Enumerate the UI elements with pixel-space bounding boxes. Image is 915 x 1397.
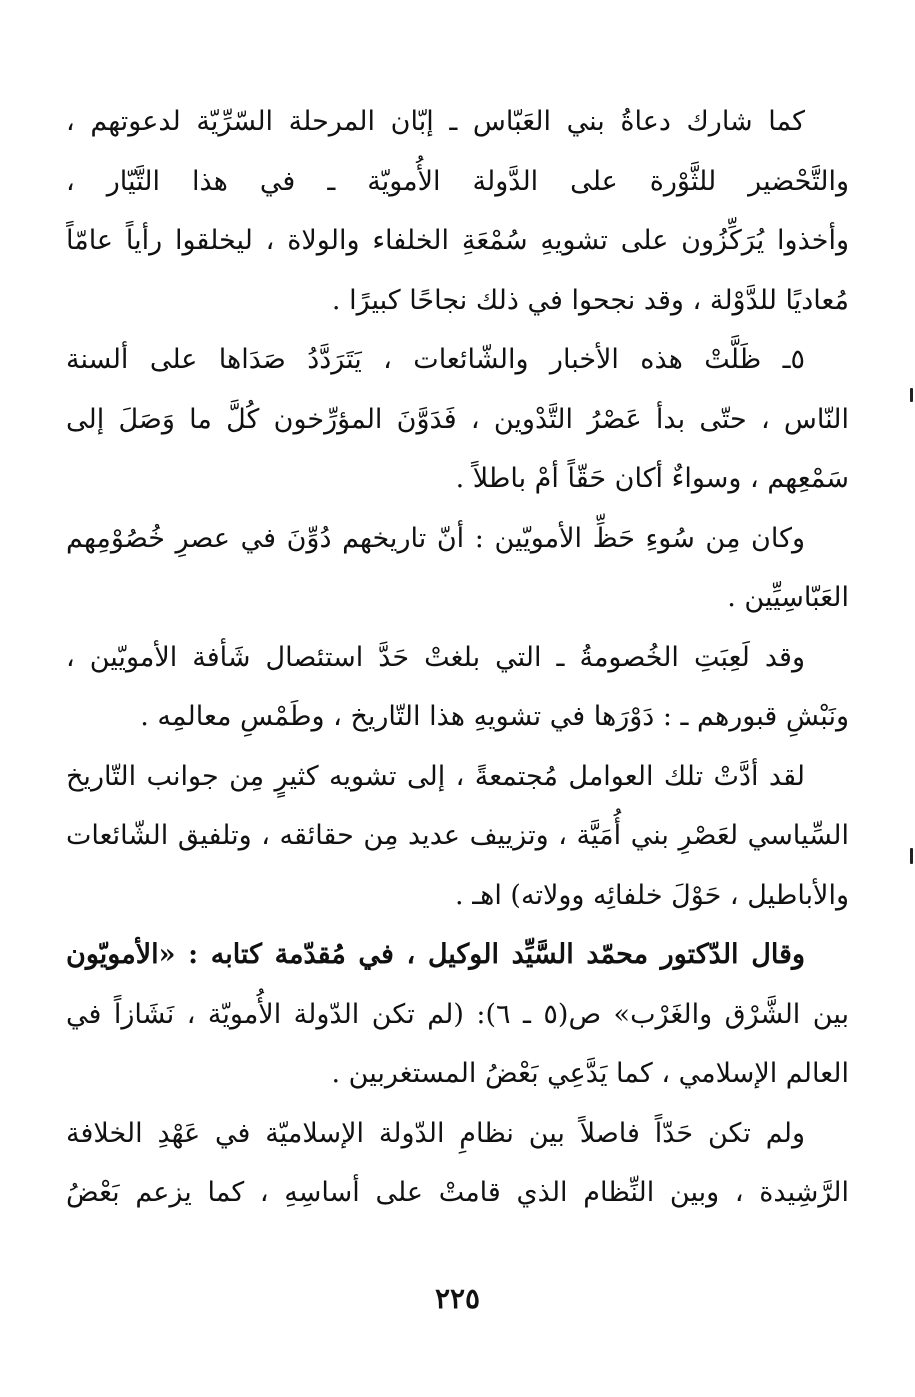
text-line: ولم تكن حَدّاً فاصلاً بين نظامِ الدّولة الإسلاميّة في عَهْدِ الخلافة [66, 1117, 805, 1149]
text-line: وكان مِن سُوءِ حَظِّ الأمويّين : أنّ تاريخهم دُوِّنَ في عصرِ خُصُوْمِهم [66, 522, 805, 554]
text-line: لقد أدَّتْ تلك العوامل مُجتمعةً ، إلى تشويه كثيرٍ مِن جوانب التّاريخ [66, 760, 805, 792]
text-line: ونَبْشِ قبورهم ـ : دَوْرَها في تشويهِ هذا التّاريخ ، وطَمْسِ معالمِه . [140, 701, 849, 732]
body-text [66, 92, 849, 1223]
text-line: والتَّحْضير للثَّوْرة على الدَّولة الأُمويّة ـ في هذا التَّيّار ، [66, 165, 849, 197]
text-line: مُعاديًا للدَّوْلة ، وقد نجحوا في ذلك نجاحًا كبيرًا . [331, 284, 849, 316]
scan-edge-mark [910, 848, 913, 864]
text-line: كما شارك دعاةُ بني العَبّاس ـ إبّان المرحلة السّرِّيّة لدعوتهم ، [66, 106, 805, 137]
text-line: وأخذوا يُرَكِّزُون على تشويهِ سُمْعَةِ الخلفاء والولاة ، ليخلقوا رأياً عامّاً [66, 225, 849, 256]
text-line: وقال الدّكتور محمّد السَّيِّد الوكيل ، في مُقدّمة كتابه : «الأمويّون [66, 939, 805, 970]
text-line: الرَّشِيدة ، وبين النِّظام الذي قامتْ على أساسِهِ ، كما يزعم بَعْضُ [66, 1177, 849, 1208]
page-number: ٢٢٥ [434, 1282, 481, 1315]
text-line: السِّياسي لعَصْرِ بني أُمَيَّة ، وتزييف عديد مِن حقائقه ، وتلفيق الشّائعات [66, 820, 849, 851]
text-line: وقد لَعِبَتِ الخُصومةُ ـ التي بلغتْ حَدَّ استئصال شَأفة الأمويّين ، [66, 641, 805, 673]
text-line: والأباطيل ، حَوْلَ خلفائِه وولاته) اهـ . [455, 879, 849, 911]
text-line: العَبّاسِيِّين . [727, 582, 849, 613]
text-line: بين الشَّرْق والغَرْب» ص(٥ ـ ٦): (لم تكن الدّولة الأُمويّة ، نَشَازاً في [66, 998, 849, 1030]
scan-edge-mark [910, 388, 913, 402]
text-line: ٥ـ ظَلَّتْ هذه الأخبار والشّائعات ، يَتَرَدَّدُ صَدَاها على ألسنة [66, 344, 805, 375]
text-line: العالم الإسلامي ، كما يَدَّعِي بَعْضُ المستغربين . [331, 1058, 849, 1089]
text-line: سَمْعِهم ، وسواءٌ أكان حَقّاً أمْ باطلاً . [455, 463, 849, 494]
text-line: النّاس ، حتّى بدأ عَصْرُ التَّدْوين ، فَدَوَّنَ المؤرِّخون كُلَّ ما وَصَلَ إلى [66, 403, 849, 435]
